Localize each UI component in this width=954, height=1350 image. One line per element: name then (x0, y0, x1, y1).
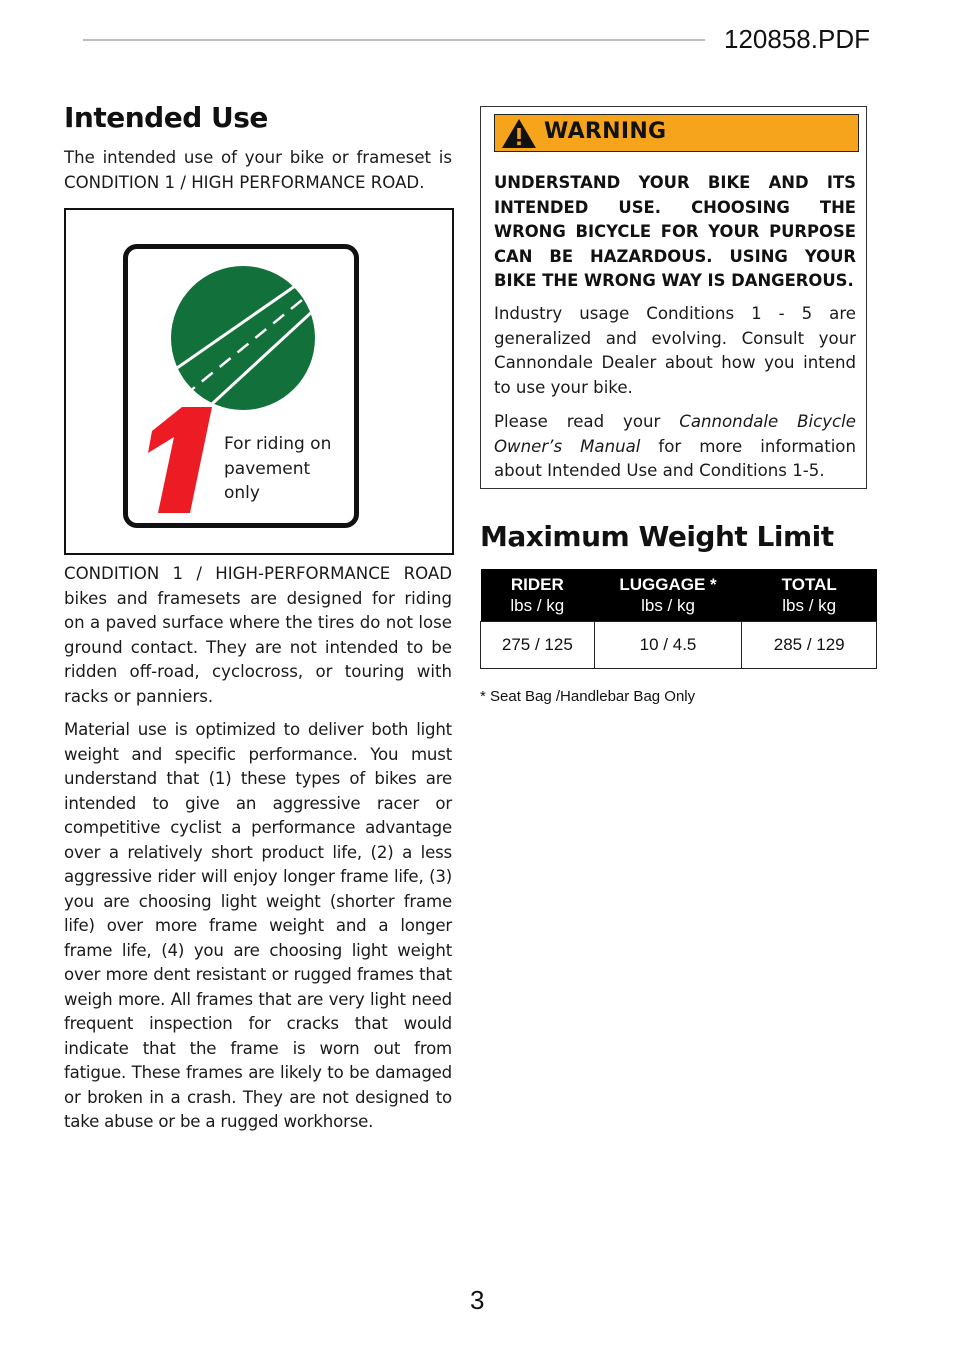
warning-bold-text: UNDERSTAND YOUR BIKE AND ITS INTENDED USE. CHOOSING THE WRONG BICYCLE FOR YOUR PURPOSE CAN BE HAZARDOUS. USING YOUR BIKE THE WRONG WAY IS DANGEROUS. (494, 173, 856, 290)
column-heading: RIDER (510, 575, 564, 594)
condition-1-sign (123, 244, 359, 528)
table-header-row (481, 569, 877, 622)
luggage-weight-cell: 10 / 4.5 (594, 622, 742, 669)
condition-description: CONDITION 1 / HIGH-PERFORMANCE ROAD bikes and framesets are designed for riding on a paved surface where the tires do not lose ground contact. They are not intended to be ridden off-road, cyclocross, or touring with racks or panniers. (64, 564, 452, 706)
manual-text-tail: for more information about Intended Use and Conditions 1-5. (494, 436, 856, 480)
table-row (481, 622, 877, 669)
paved-road-icon (170, 265, 316, 411)
column-heading: LUGGAGE * (619, 575, 717, 594)
weight-limit-table (480, 569, 877, 669)
column-header-luggage (594, 569, 742, 622)
rider-weight-cell: 275 / 125 (481, 622, 595, 669)
weight-limit-heading: Maximum Weight Limit (480, 520, 834, 553)
sign-caption: For riding on pavement only (224, 434, 332, 503)
intended-use-intro: The intended use of your bike or frameset is CONDITION 1 / HIGH PERFORMANCE ROAD. (64, 148, 452, 192)
column-header-rider (481, 569, 595, 622)
manual-text-lead: Please read your (494, 412, 680, 431)
total-weight-cell: 285 / 129 (742, 622, 877, 669)
column-unit: lbs / kg (510, 596, 565, 615)
page-number: 3 (470, 1285, 485, 1315)
manual-title: Cannondale Bicycle Owner’s Manual (494, 412, 856, 456)
column-unit: lbs / kg (641, 596, 695, 615)
luggage-footnote: * Seat Bag /Handlebar Bag Only (480, 688, 696, 705)
warning-label: WARNING (544, 119, 667, 144)
column-unit: lbs / kg (782, 596, 837, 615)
warning-box (480, 106, 867, 489)
warning-conditions-text: Industry usage Conditions 1 - 5 are generalized and evolving. Consult your Cannondale Dealer about how you intend to use your bike. (494, 304, 856, 397)
intended-use-heading: Intended Use (64, 101, 268, 134)
warning-manual-text (494, 410, 856, 484)
condition-number-one-icon (140, 407, 220, 515)
warning-banner (494, 114, 859, 152)
column-heading: TOTAL (781, 575, 837, 594)
material-description: Material use is optimized to deliver both light weight and specific performance. You must understand that (1) these types of bikes are intended to give an aggressive racer or competitive cyclist a performance advantage over a relatively short product life, (2) a less aggressive rider will enjoy longer frame life, (3) you are choosing light weight (shorter frame life) over more frame weight and a longer frame life, (4) you are choosing light weight over more dent resistant or rugged frames that weigh more. All frames that are very light need frequent inspection for cracks that would indicate that the frame is worn out from fatigue. These frames are likely to be damaged or broken in a crash. They are not designed to take abuse or be a rugged workhorse. (64, 720, 452, 1131)
warning-triangle-icon (501, 118, 537, 149)
document-id: 120858.PDF (724, 24, 870, 54)
column-header-total (742, 569, 877, 622)
header-rule (83, 39, 705, 41)
